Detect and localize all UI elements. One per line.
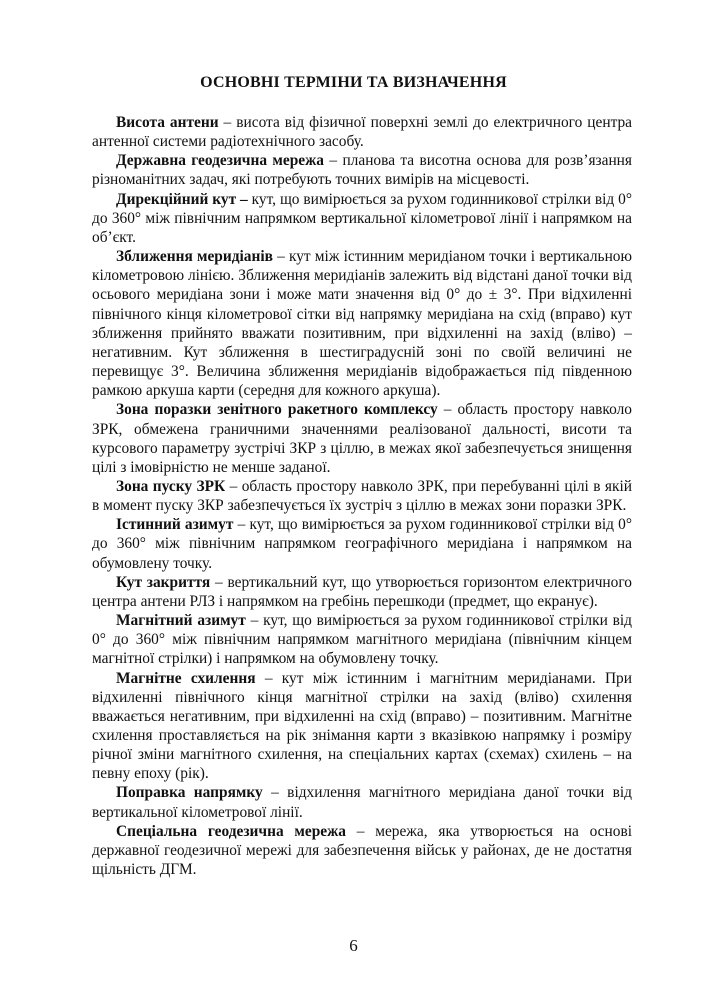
definition-term: Зона пуску ЗРК <box>116 477 226 495</box>
definition-entry <box>92 190 632 247</box>
definition-term: Кут закриття <box>116 573 211 591</box>
page-title: ОСНОВНІ ТЕРМІНИ ТА ВИЗНАЧЕННЯ <box>200 74 507 91</box>
definition-entry <box>92 783 632 821</box>
definition-term: Зближення меридіанів <box>116 248 273 266</box>
definition-entry <box>92 400 632 477</box>
definitions-list <box>92 113 632 879</box>
definition-text: – кут, що вимірюється за рухом годинникової стрілки від 0° до 360° між північним напрямком географічного меридіана і напрямком на обумовлену точку. <box>92 516 632 572</box>
definition-term: Зона поразки зенітного ракетного комплексу <box>116 401 438 419</box>
definition-entry <box>92 247 632 400</box>
definition-text: – вертикальний кут, що утворюється горизонтом електричного центра антени РЛЗ і напрямком на гребінь перешкоди (предмет, що екранує). <box>92 573 632 610</box>
definition-entry <box>92 151 632 189</box>
definition-entry <box>92 573 632 611</box>
definition-text: – область простору навколо ЗРК, обмежена граничними значеннями реалізованої дальності, висоти та курсового параметру зустрічі ЗКР з ціллю, в межах якої забезпечується знищення цілі з імовірністю не менше заданої. <box>92 401 632 476</box>
definition-term: Магнітне схилення <box>116 669 256 687</box>
definition-text: – планова та висотна основа для розв’язання різноманітних задач, які потребують точних вимірів на місцевості. <box>92 152 632 189</box>
definition-text: – кут, що вимірюється за рухом годинникової стрілки від 0° до 360° між північним напрямком магнітного меридіана (північним кінцем магнітної стрілки) і напрямком на обумовлену точку. <box>92 612 632 668</box>
definition-term: Поправка напрямку <box>116 784 263 802</box>
definition-term: Дирекційний кут – <box>116 190 248 208</box>
definition-entry <box>92 669 632 784</box>
definition-entry <box>92 477 632 515</box>
definition-entry <box>92 113 632 151</box>
definition-text: – мережа, яка утворюється на основі державної геодезичної мережі для забезпечення військ у районах, де не достатня щільність ДГМ. <box>92 822 632 879</box>
definition-term: Істинний азимут <box>116 516 234 534</box>
definition-text: – висота від фізичної поверхні землі до електричного центра антенної системи радіотехнічного засобу. <box>92 114 633 151</box>
page-number: 6 <box>349 936 358 955</box>
definition-entry <box>92 822 632 879</box>
definition-entry <box>92 515 632 572</box>
definition-text: – кут між істинним меридіаном точки і вертикальною кілометровою лінією. Зближення меридіанів залежить від відстані даної точки від осьового меридіана зони і може мати значення від 0° до ± 3°. При відхиленні північного кінця кілометрової сітки від напрямку меридіана на схід (вправо) кут зближення прийнято вважати позитивним, при відхиленні на захід (вліво) – негативним. Кут зближення в шестиградусній зоні по своїй величині не перевищує 3°. Величина зближення меридіанів відображається під південною рамкою аркуша карти (середня для кожного аркуша). <box>92 248 632 400</box>
definition-term: Висота антени <box>116 114 219 131</box>
definition-term: Спеціальна геодезична мережа <box>116 822 346 840</box>
definition-text: кут, що вимірюється за рухом годинникової стрілки від 0° до 360° між північним напрямком вертикальної кілометрової лінії і напрямком на об’єкт. <box>92 190 632 246</box>
definition-text: – область простору навколо ЗРК, при перебуванні цілі в якій в момент пуску ЗКР забезпечується їх зустріч з ціллю в межах зони поразки ЗРК. <box>92 477 632 515</box>
definition-entry <box>92 611 632 668</box>
definition-text: – відхилення магнітного меридіана даної точки від вертикальної кілометрової лінії. <box>92 784 632 821</box>
definition-term: Магнітний азимут <box>116 612 246 630</box>
definition-text: – кут між істинним і магнітним меридіанами. При відхиленні північного кінця магнітної стрілки на захід (вліво) схилення вважається негативним, при відхиленні на схід (вправо) – позитивним. Магнітне схилення проставляється на рік знімання карти з вказівкою напрямку і розміру річної зміни магнітного схилення, на спеціальних картах (схемах) схилень – на певну епоху (рік). <box>92 669 632 783</box>
definition-term: Державна геодезична мережа <box>116 152 324 170</box>
